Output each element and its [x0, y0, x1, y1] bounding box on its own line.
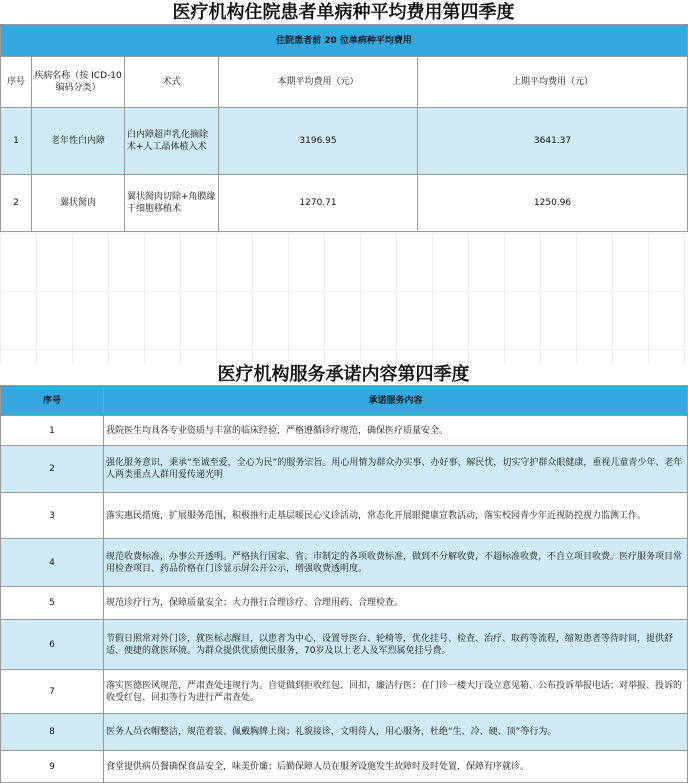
- row-seq: 2: [1, 175, 32, 232]
- row-seq: 8: [1, 714, 104, 751]
- row-previous-fee: 1250.96: [418, 175, 688, 232]
- header-seq: 序号: [1, 57, 32, 108]
- fee-table-title: 住院患者前 20 位单病种平均费用: [1, 25, 688, 57]
- row-current-fee: 1270.71: [219, 175, 418, 232]
- section1-title: 医疗机构住院患者单病种平均费用第四季度: [172, 2, 515, 23]
- empty-grid-area: [0, 233, 687, 363]
- table-row: [1, 714, 688, 751]
- commitment-table: [0, 385, 688, 783]
- section2-title: 医疗机构服务承诺内容第四季度: [217, 364, 470, 385]
- table-row: [1, 446, 688, 493]
- row-content: 食堂提供病员餐确保食品安全，味美价廉；后勤保障人员在服务设施发生故障时及时处置，保障有序就诊。: [104, 751, 688, 783]
- row-content: 节假日照常对外门诊，就医标志醒目，以患者为中心，设置导医台、轮椅等，优化挂号、检查、治疗、取药等流程，缩短患者等待时间，提供舒适、便捷的就医环境。为群众提供优质便民服务，70岁及以上老人及军烈属免挂号费。: [104, 620, 688, 670]
- table-row: [1, 587, 688, 620]
- row-previous-fee: 3641.37: [418, 108, 688, 175]
- table-row: [1, 108, 688, 175]
- header-previous-fee: 上期平均费用（元）: [418, 57, 688, 108]
- row-seq: 3: [1, 493, 104, 539]
- row-disease: 老年性白内障: [32, 108, 125, 175]
- table-row: [1, 620, 688, 670]
- row-seq: 2: [1, 446, 104, 493]
- row-seq: 1: [1, 416, 104, 446]
- header-procedure: 术式: [125, 57, 219, 108]
- row-seq: 7: [1, 670, 104, 714]
- row-procedure: 白内障超声乳化摘除术+人工晶体植入术: [125, 108, 219, 175]
- row-seq: 1: [1, 108, 32, 175]
- header-content: 承诺服务内容: [104, 386, 688, 416]
- row-seq: 6: [1, 620, 104, 670]
- table-row: [1, 416, 688, 446]
- header-disease: 疾病名称（按 ICD-10 编码分类）: [32, 57, 125, 108]
- row-content: 强化服务意识，秉承“至诚至爱，全心为民”的服务宗旨。用心用情为群众办实事、办好事、解民忧，切实守护群众眼健康，重视儿童青少年、老年人两类重点人群用爱传递光明: [104, 446, 688, 493]
- row-content: 规范诊疗行为，保障质量安全；大力推行合理诊疗、合理用药、合理检查。: [104, 587, 688, 620]
- row-content: 医务人员衣帽整洁，规范着装、佩戴胸牌上岗；礼貌接诊，文明待人，用心服务，杜绝“生、冷、硬、顶”等行为。: [104, 714, 688, 751]
- table-row: [1, 175, 688, 232]
- row-seq: 5: [1, 587, 104, 620]
- row-current-fee: 3196.95: [219, 108, 418, 175]
- row-content: 我院医生均具各专业资质与丰富的临床经验，严格遵循诊疗规范，确保医疗质量安全。: [104, 416, 688, 446]
- table-row: [1, 493, 688, 539]
- header-current-fee: 本期平均费用（元）: [219, 57, 418, 108]
- row-procedure: 翼状胬肉切除+角膜缘干细胞移植术: [125, 175, 219, 232]
- row-seq: 9: [1, 751, 104, 783]
- table-row: [1, 539, 688, 587]
- header-seq: 序号: [1, 386, 104, 416]
- table-row: [1, 751, 688, 783]
- row-seq: 4: [1, 539, 104, 587]
- row-content: 落实惠民措施，扩展服务范围，积极推行走基层暖民心义诊活动，常态化开展眼健康宣教活动，落实校园青少年近视防控视力监测工作。: [104, 493, 688, 539]
- row-content: 规范收费标准，办事公开透明。严格执行国家、省、市制定的各项收费标准，做到不分解收费，不超标准收费，不自立项目收费。医疗服务项目常用检查项目、药品价格在门诊显示屏公开公示，增强收费透明度。: [104, 539, 688, 587]
- table-row: [1, 670, 688, 714]
- fee-table: [0, 24, 688, 232]
- row-disease: 翼状胬肉: [32, 175, 125, 232]
- row-content: 落实医德医风规范，严肃查处违规行为。自觉做到拒收红包、回扣，廉洁行医；在门诊一楼大厅设立意见箱、公布投诉举报电话；对举报、投诉的收受红包、回扣等行为进行严肃查处。: [104, 670, 688, 714]
